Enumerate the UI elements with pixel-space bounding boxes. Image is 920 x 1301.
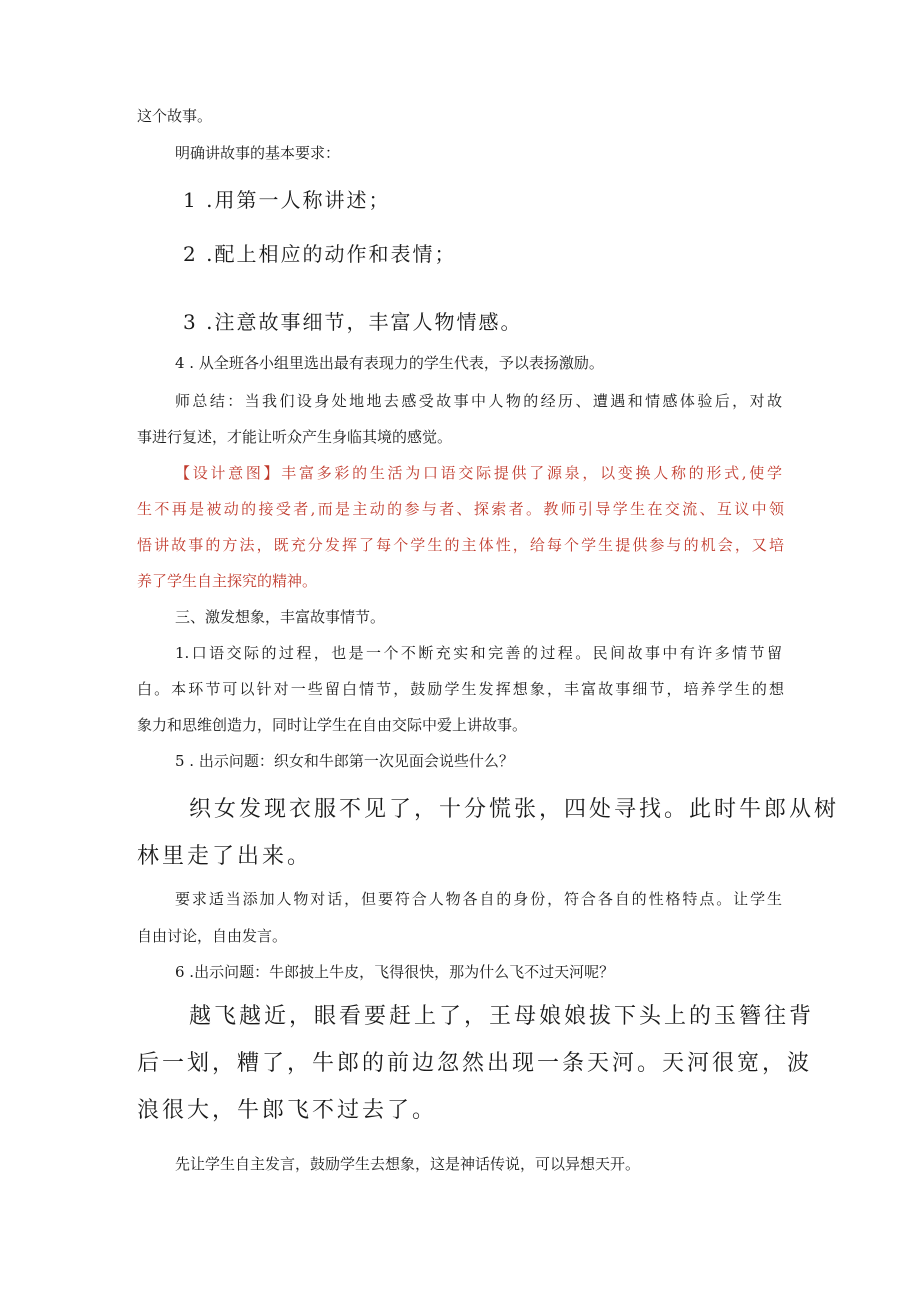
list-item: 2 .配上相应的动作和表情；: [183, 242, 457, 266]
design-intent-line: 悟讲故事的方法，既充分发挥了每个学生的主体性，给每个学生提供参与的机会，又培: [137, 536, 784, 554]
paragraph-line: 自由讨论，自由发言。: [137, 927, 288, 945]
list-item: 5 . 出示问题：织女和牛郎第一次见面会说些什么？: [175, 752, 514, 770]
story-excerpt-line: 后一划，糟了，牛郎的前边忽然出现一条天河。天河很宽，波: [137, 1051, 813, 1076]
design-intent-line: 【设计意图】丰富多彩的生活为口语交际提供了源泉，以变换人称的形式,使学: [175, 464, 782, 482]
section-heading: 三、激发想象，丰富故事情节。: [175, 608, 386, 626]
paragraph-line: 先让学生自主发言，鼓励学生去想象，这是神话传说，可以异想天开。: [175, 1155, 641, 1173]
list-item: 4 . 从全班各小组里选出最有表现力的学生代表，予以表扬激励。: [175, 354, 604, 372]
story-excerpt-line: 越飞越近，眼看要赶上了，王母娘娘拔下头上的玉簪往背: [189, 1004, 815, 1029]
story-excerpt-line: 织女发现衣服不见了，十分慌张，四处寻找。此时牛郎从树: [189, 797, 840, 822]
design-intent-line: 养了学生自主探究的精神。: [137, 572, 318, 590]
story-excerpt-line: 林里走了出来。: [137, 844, 313, 869]
paragraph-line: 这个故事。: [137, 107, 213, 125]
paragraph-line: 要求适当添加人物对话，但要符合人物各自的身份，符合各自的性格特点。让学生: [175, 890, 782, 908]
list-item: 6 .出示问题：牛郎披上牛皮，飞得很快，那为什么飞不过天河呢？: [175, 963, 615, 981]
paragraph-line: 白。本环节可以针对一些留白情节，鼓励学生发挥想象，丰富故事细节，培养学生的想: [137, 680, 784, 698]
paragraph-line: 师总结：当我们设身处地地去感受故事中人物的经历、遭遇和情感体验后，对故: [175, 392, 782, 410]
design-intent-line: 生不再是被动的接受者,而是主动的参与者、探索者。教师引导学生在交流、互议中领: [137, 500, 784, 518]
paragraph-line: 事进行复述，才能让听众产生身临其境的感觉。: [137, 428, 453, 446]
paragraph-line: 明确讲故事的基本要求：: [175, 144, 341, 162]
paragraph-line: 象力和思维创造力，同时让学生在自由交际中爱上讲故事。: [137, 716, 528, 734]
paragraph-line: 1.口语交际的过程，也是一个不断充实和完善的过程。民间故事中有许多情节留: [175, 644, 782, 662]
list-item: 3 .注意故事细节，丰富人物情感。: [183, 310, 523, 334]
story-excerpt-line: 浪很大，牛郎飞不过去了。: [137, 1098, 438, 1123]
list-item: 1 .用第一人称讲述；: [183, 188, 391, 212]
